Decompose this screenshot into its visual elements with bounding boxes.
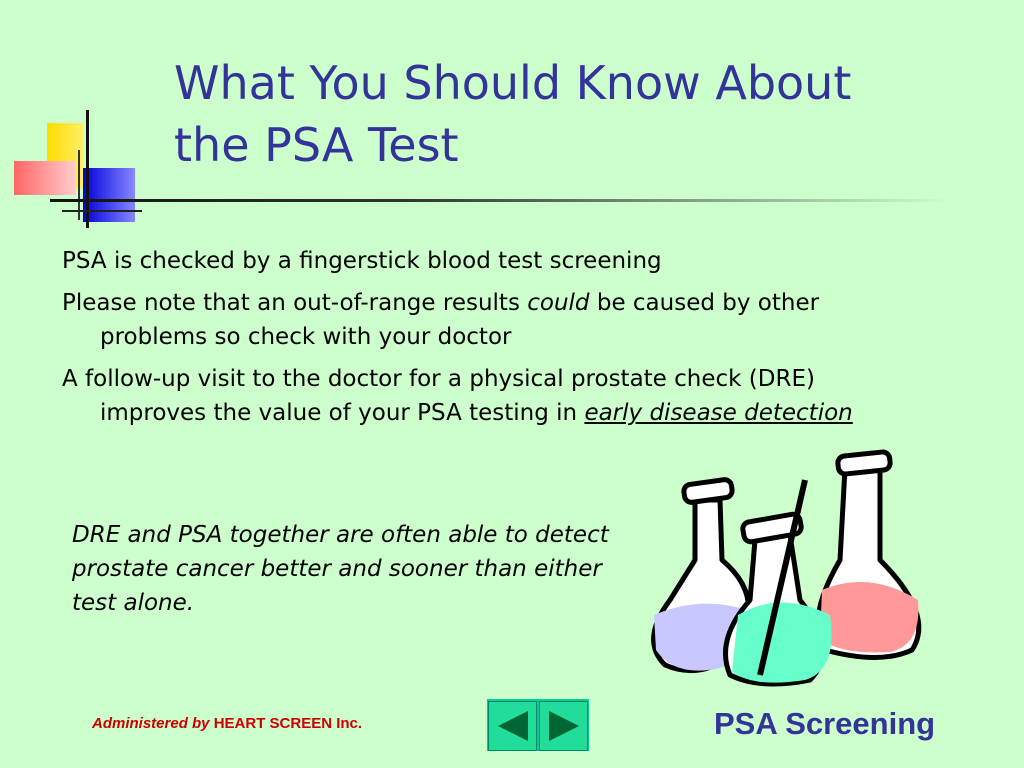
lab-flasks-image <box>640 440 930 690</box>
footer-admin-name: HEART SCREEN Inc. <box>209 715 363 732</box>
bullet-list <box>62 244 922 438</box>
slide-title-line2: the PSA Test <box>174 118 459 172</box>
decor-blue-square <box>83 168 135 222</box>
bullet-text: be caused by other problems so check with your doctor <box>100 290 820 350</box>
bullet-item <box>62 286 922 354</box>
slide-title-line1: What You Should Know About <box>174 56 852 110</box>
decor-red-square <box>14 161 76 195</box>
decor-short-line <box>62 210 142 212</box>
bullet-item <box>62 362 922 430</box>
early-detection-link[interactable]: early disease detection <box>584 400 853 426</box>
bullet-item <box>62 244 922 278</box>
bullet-text: A follow-up visit to the doctor for a physical prostate check (DRE) improves the value of your PSA testing in <box>62 366 815 426</box>
decor-title-underline <box>50 199 950 202</box>
footer-title: PSA Screening <box>714 706 936 741</box>
right-arrow-icon <box>547 709 581 743</box>
next-slide-button[interactable] <box>539 701 588 751</box>
footer-admin-prefix: Administered by <box>92 715 210 732</box>
left-arrow-icon <box>496 709 530 743</box>
bullet-text: Please note that an out-of-range results <box>62 290 528 316</box>
slide-nav <box>487 699 589 751</box>
slide-title <box>174 52 994 176</box>
bullet-emphasis: could <box>527 290 590 316</box>
bullet-text: PSA is checked by a fingerstick blood test screening <box>62 248 662 274</box>
note-text: DRE and PSA together are often able to detect prostate cancer better and sooner than either test alone. <box>72 522 609 616</box>
prev-slide-button[interactable] <box>488 701 537 751</box>
footer-admin <box>92 715 362 732</box>
